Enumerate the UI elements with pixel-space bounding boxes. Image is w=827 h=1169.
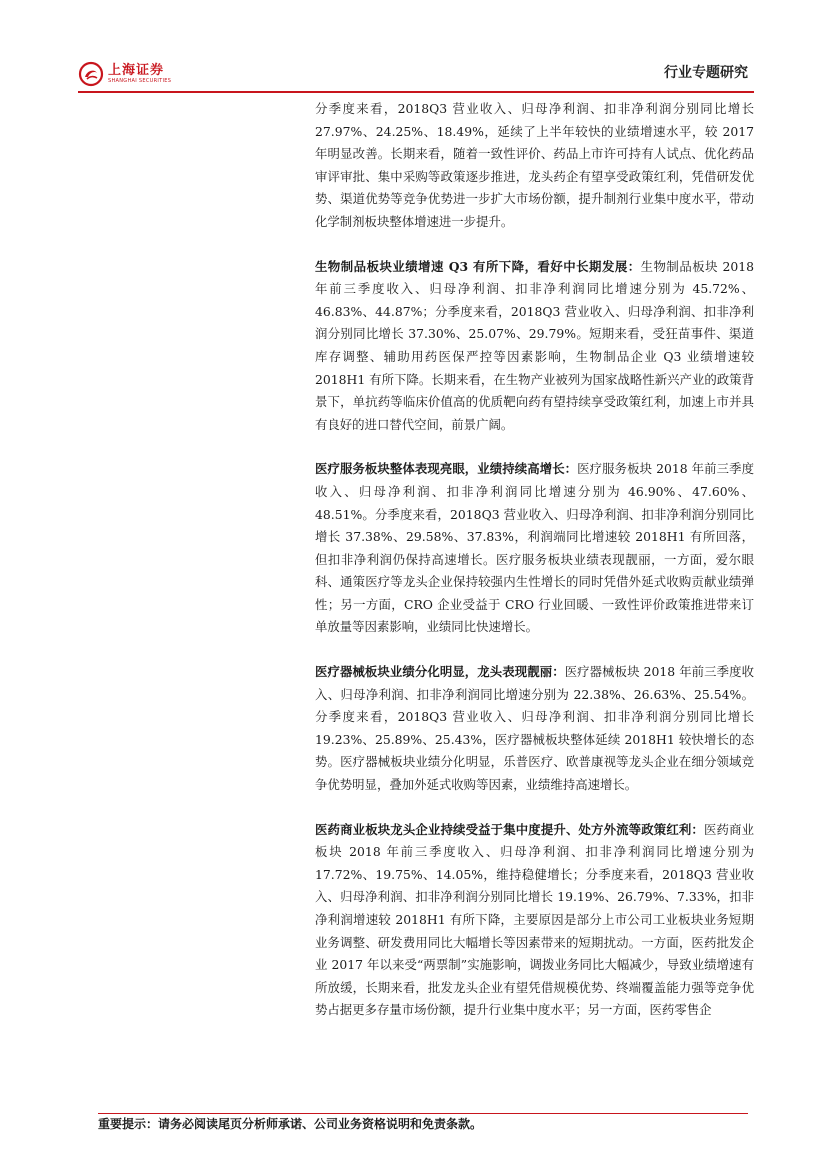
paragraph-body: 医疗服务板块 2018 年前三季度收入、归母净利润、扣非净利润同比增速分别为 46.90%、47.60%、48.51%。分季度来看，2018Q3 营业收入、归母净利润、扣非净利润分别同比增长 37.38%、29.58%、37.83%，利润端同比增速较 2018H1 有所回落，但扣非净利润仍保持高速增长。医疗服务板块业绩表现靓丽，一方面，爱尔眼科、通策医疗等龙头企业保持较强内生性增长的同时凭借外延式收购贡献业绩弹性；另一方面，CRO 企业受益于 CRO 行业回暖、一致性评价政策推进带来订单放量等因素影响，业绩同比快速增长。	[315, 461, 754, 635]
report-body	[315, 98, 754, 1044]
company-logo	[78, 59, 171, 89]
paragraph-chemical-formulations	[315, 98, 754, 234]
paragraph-lead: 医疗器械板块业绩分化明显，龙头表现靓丽：	[315, 664, 565, 680]
paragraph-body: 医疗器械板块 2018 年前三季度收入、归母净利润、扣非净利润同比增速分别为 22.38%、26.63%、25.54%。分季度来看，2018Q3 营业收入、归母净利润、扣非净利润分别同比增长 19.23%、25.89%、25.43%，医疗器械板块整体延续 2018H1 较快增长的态势。医疗器械板块业绩分化明显，乐普医疗、欧普康视等龙头企业在细分领域竞争优势明显，叠加外延式收购等因素，业绩维持高速增长。	[315, 664, 754, 793]
paragraph-medical-devices	[315, 661, 754, 797]
paragraph-body: 分季度来看，2018Q3 营业收入、归母净利润、扣非净利润分别同比增长 27.97%、24.25%、18.49%，延续了上半年较快的业绩增速水平，较 2017 年明显改善。长期来看，随着一致性评价、药品上市许可持有人试点、优化药品审评审批、集中采购等政策逐步推进，龙头药企有望享受政策红利，凭借研发优势、渠道优势等竞争优势进一步扩大市场份额，提升制剂行业集中度水平，带动化学制剂板块整体增速进一步提升。	[315, 101, 754, 229]
paragraph-pharma-commerce	[315, 819, 754, 1022]
paragraph-lead: 医疗服务板块整体表现亮眼，业绩持续高增长：	[315, 461, 578, 477]
paragraph-body: 医药商业板块 2018 年前三季度收入、归母净利润、扣非净利润同比增速分别为 17.72%、19.75%、14.05%，维持稳健增长；分季度来看，2018Q3 营业收入、归母净利润、扣非净利润分别同比增长 19.19%、26.79%、7.33%，扣非净利润增速较 2018H1 有所下降，主要原因是部分上市公司工业板块业务短期业务调整、研发费用同比大幅增长等因素带来的短期扰动。一方面，医药批发企业 2017 年以来受“两票制”实施影响，调拨业务同比大幅减少，导致业绩增速有所放缓，长期来看，批发龙头企业有望凭借规模优势、终端覆盖能力强等竞争优势占据更多存量市场份额，提升行业集中度水平；另一方面，医药零售企	[315, 821, 755, 1018]
paragraph-lead: 医药商业板块龙头企业持续受益于集中度提升、处方外流等政策红利：	[315, 821, 704, 837]
paragraph-medical-services	[315, 458, 754, 639]
report-category-title: 行业专题研究	[664, 65, 748, 81]
logo-english-name: SHANGHAI SECURITIES	[108, 78, 172, 84]
logo-chinese-name: 上海证券	[108, 63, 165, 78]
disclaimer-notice: 重要提示：请务必阅读尾页分析师承诺、公司业务资格说明和免责条款。	[98, 1117, 483, 1131]
footer-divider	[98, 1113, 748, 1114]
header-divider	[78, 91, 754, 93]
paragraph-body: 生物制品板块 2018 年前三季度收入、归母净利润、扣非净利润同比增速分别为 45.72%、46.83%、44.87%；分季度来看，2018Q3 营业收入、归母净利润、扣非净利润分别同比增长 37.30%、25.07%、29.79%。短期来看，受狂苗事件、渠道库存调整、辅助用药医保严控等因素影响，生物制品企业 Q3 业绩增速较 2018H1 有所下降。长期来看，在生物产业被列为国家战略性新兴产业的政策背景下，单抗药等临床价值高的优质靶向药有望持续享受政策红利，加速上市并具有良好的进口替代空间，前景广阔。	[315, 258, 754, 432]
paragraph-lead: 生物制品板块业绩增速 Q3 有所下降，看好中长期发展：	[315, 258, 641, 274]
page-header	[78, 55, 754, 93]
logo-emblem-icon	[78, 61, 104, 87]
paragraph-biological-products	[315, 256, 754, 437]
